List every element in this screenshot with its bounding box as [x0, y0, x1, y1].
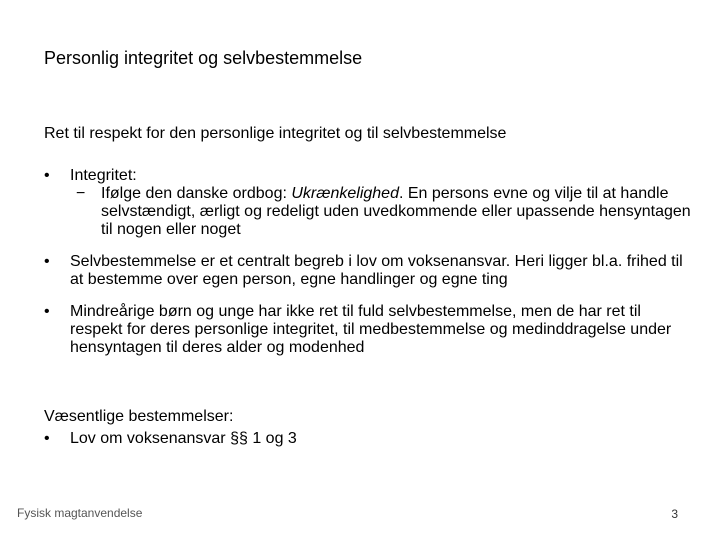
section-heading: Væsentlige bestemmelser:: [44, 408, 234, 425]
bullet-integritet: [44, 167, 694, 239]
footer-label: Fysisk magtanvendelse: [17, 506, 143, 520]
definition-term: Ukrænkelighed: [291, 185, 399, 202]
bullet-text: Mindreårige børn og unge har ikke ret til fuld selvbestemmelse, men de har ret til respekt for deres personlige integritet, til medbestemmelse og medinddragelse under hensyntagen til deres alder og modenhed: [70, 303, 672, 356]
provisions-section: [44, 406, 297, 450]
bullet-selvbestemmelse: [44, 253, 694, 289]
bullet-content: [70, 167, 694, 239]
intro-text: Ret til respekt for den personlige integritet og til selvbestemmelse: [44, 125, 507, 142]
provision-text: Lov om voksenansvar §§ 1 og 3: [70, 430, 297, 447]
bullet-marker: •: [44, 303, 50, 320]
bullet-mindreaarige: [44, 303, 694, 357]
slide-title: Personlig integritet og selvbestemmelse: [44, 48, 363, 68]
bullet-marker: •: [44, 430, 50, 447]
bullet-marker: •: [44, 167, 50, 184]
definition-prefix: Ifølge den danske ordbog:: [101, 185, 292, 202]
provision-item: [44, 428, 297, 450]
page-number: 3: [671, 507, 678, 521]
bullet-list: [44, 167, 694, 371]
sub-bullet-text: [101, 185, 694, 239]
bullet-heading: Integritet:: [70, 167, 137, 184]
definition-body: . En persons evne og vilje til at handle selvstændigt, ærligt og redeligt uden uvedkommende eller upassende hensyntagen til nogen eller noget: [101, 185, 691, 238]
sub-bullet-definition: [70, 185, 694, 239]
sub-bullet-marker: −: [76, 185, 86, 202]
bullet-marker: •: [44, 253, 50, 270]
bullet-text: Selvbestemmelse er et centralt begreb i lov om voksenansvar. Heri ligger bl.a. frihed til at bestemme over egen person, egne handlinger og egne ting: [70, 253, 683, 288]
